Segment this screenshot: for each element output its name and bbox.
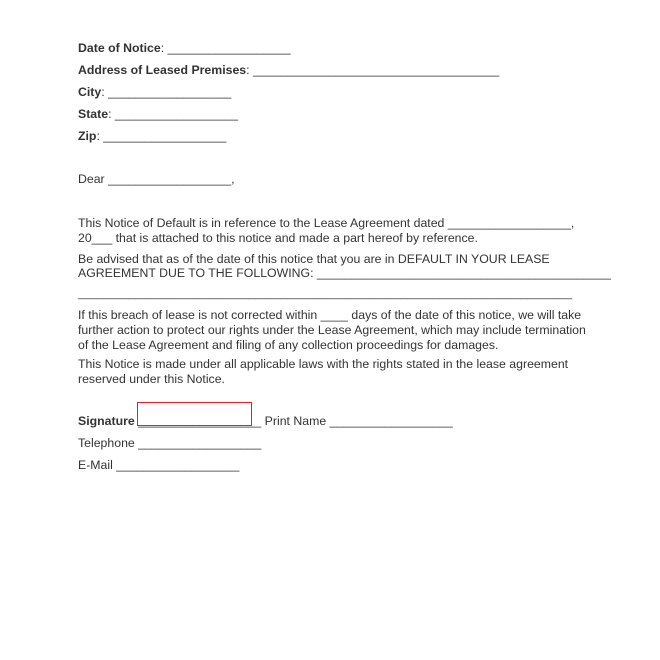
field-blank: __________________ (104, 85, 232, 99)
field-label: Address of Leased Premises (78, 63, 247, 77)
field-label: Zip (78, 129, 97, 143)
field-blank: __________________ (164, 41, 291, 55)
field-label: Date of Notice (78, 41, 161, 55)
default-paragraph-line-2[interactable]: AGREEMENT DUE TO THE FOLLOWING: ___________________________________________ (78, 266, 611, 280)
telephone-field[interactable]: Telephone __________________ (78, 436, 262, 450)
zip-field[interactable]: Zip: __________________ (78, 129, 227, 143)
city-field[interactable]: City: __________________ (78, 85, 232, 99)
field-label: City (78, 85, 102, 99)
signature-blank: __________________ (134, 414, 262, 428)
print-name-field[interactable]: Print Name __________________ (261, 414, 453, 428)
field-blank: ____________________________________ (249, 63, 500, 77)
field-label: State (78, 107, 109, 121)
email-field[interactable]: E-Mail __________________ (78, 458, 240, 472)
laws-paragraph: This Notice is made under all applicable laws with the rights stated in the lease agreement reserved under this Notice. (78, 357, 569, 386)
field-blank: __________________ (99, 129, 227, 143)
default-reason-blank[interactable]: ______________________________________________________________________________ (78, 288, 573, 300)
signature-line (78, 414, 453, 429)
salutation[interactable]: Dear __________________, (78, 172, 235, 186)
signature-input-box[interactable] (137, 402, 252, 426)
field-blank: __________________ (111, 107, 239, 121)
default-paragraph-line-1: Be advised that as of the date of this notice that you are in DEFAULT IN YOUR LEASE (78, 252, 550, 266)
signature-label: Signature (78, 414, 135, 428)
address-field[interactable]: Address of Leased Premises: ____________________________________ (78, 63, 500, 77)
date-of-notice-field[interactable]: Date of Notice: __________________ (78, 41, 291, 55)
state-field[interactable]: State: __________________ (78, 107, 239, 121)
reference-paragraph: This Notice of Default is in reference to the Lease Agreement dated __________________, 20___ that is attached to this notice and made a part hereof by reference. (78, 216, 575, 245)
breach-paragraph: If this breach of lease is not corrected within ____ days of the date of this notice, we will take further action to protect our rights under the Lease Agreement, which may include termination of the Lease Agreement and filing of any collection proceedings for damages. (78, 308, 586, 352)
